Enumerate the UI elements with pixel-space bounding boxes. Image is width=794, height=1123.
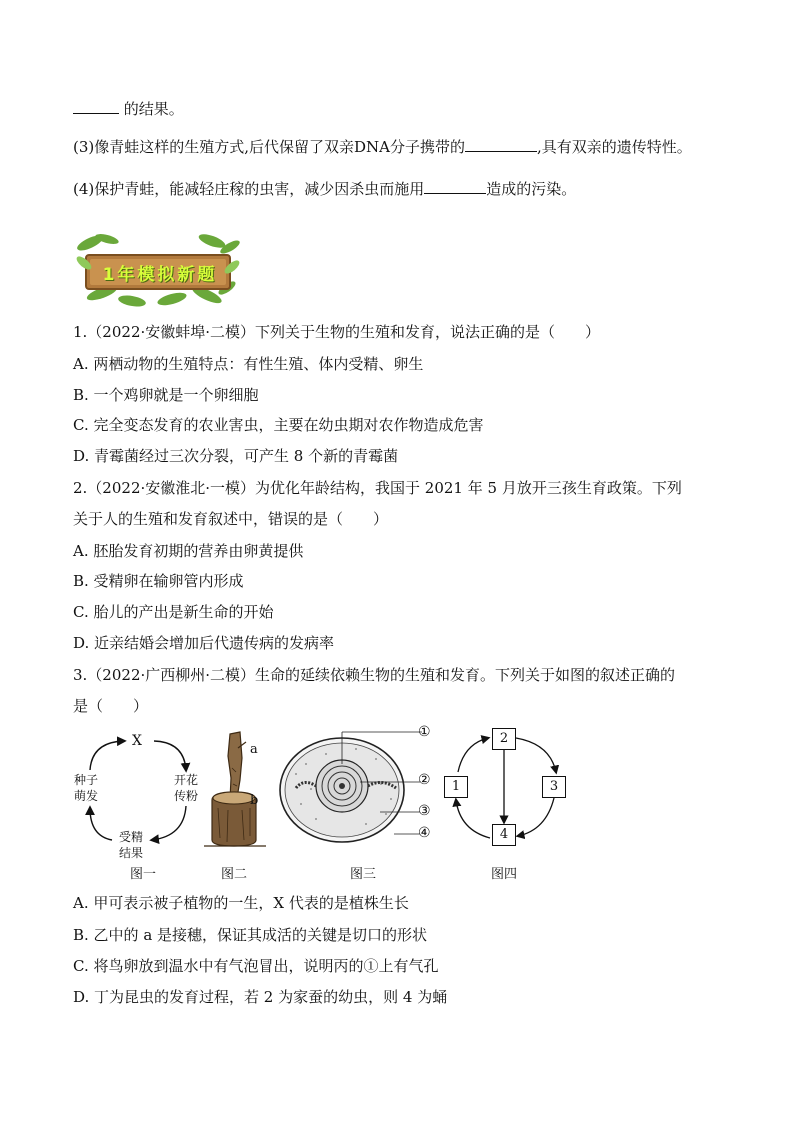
fig3-label-1: ① xyxy=(418,724,431,740)
answer-blank xyxy=(424,178,486,194)
q1-option-b[interactable]: B. 一个鸡卵就是一个卵细胞 xyxy=(73,386,259,404)
q3-option-a[interactable]: A. 甲可表示被子植物的一生，X 代表的是植株生长 xyxy=(73,894,409,912)
figure-4 xyxy=(438,726,578,856)
q-prev-part4 xyxy=(73,178,576,199)
q3-option-c[interactable]: C. 将鸟卵放到温水中有气泡冒出，说明丙的①上有气孔 xyxy=(73,957,439,975)
section-banner xyxy=(72,233,242,311)
figure-3 xyxy=(276,724,436,854)
line-text: 的结果。 xyxy=(123,100,184,118)
q2-option-a[interactable]: A. 胚胎发育初期的营养由卵黄提供 xyxy=(73,542,304,560)
q2-option-b[interactable]: B. 受精卵在输卵管内形成 xyxy=(73,572,244,590)
fig4-node-1: 1 xyxy=(444,776,468,798)
q2-option-d[interactable]: D. 近亲结婚会增加后代遗传病的发病率 xyxy=(73,634,335,652)
figure-2-caption: 图二 xyxy=(220,867,247,882)
grafting-icon xyxy=(200,728,270,853)
q3-stem-line2: 是（ ） xyxy=(73,697,149,715)
q1-option-d[interactable]: D. 青霉菌经过三次分裂，可产生 8 个新的青霉菌 xyxy=(73,447,399,465)
q1-option-c[interactable]: C. 完全变态发育的农业害虫，主要在幼虫期对农作物造成危害 xyxy=(73,416,484,434)
q4-text-after: 造成的污染。 xyxy=(486,180,577,198)
q3-text-before: (3)像青蛙这样的生殖方式,后代保留了双亲DNA分子携带的 xyxy=(73,138,466,156)
fig4-node-4: 4 xyxy=(492,824,516,846)
q2-stem-line2: 关于人的生殖和发育叙述中，错误的是（ ） xyxy=(73,510,389,528)
q4-text-before: (4)保护青蛙，能减轻庄稼的虫害，减少因杀虫而施用 xyxy=(73,180,425,198)
fig1-bottom-label: 受精结果 xyxy=(119,830,144,860)
q1-option-a[interactable]: A. 两栖动物的生殖特点：有性生殖、体内受精、卵生 xyxy=(73,355,424,373)
figure-1 xyxy=(72,728,202,863)
fig3-label-3: ③ xyxy=(418,803,431,819)
fig4-node-3: 3 xyxy=(542,776,566,798)
figure-4-caption: 图四 xyxy=(490,867,517,882)
fig1-right-label: 开花传粉 xyxy=(174,773,199,803)
bird-egg-icon xyxy=(276,724,436,854)
q2-stem-line1: 2.（2022·安徽淮北·一模）为优化年龄结构，我国于 2021 年 5 月放开三孩生育政策。下列 xyxy=(73,479,682,497)
q2-option-c[interactable]: C. 胎儿的产出是新生命的开始 xyxy=(73,603,274,621)
q3-option-d[interactable]: D. 丁为昆虫的发育过程，若 2 为家蚕的幼虫，则 4 为蛹 xyxy=(73,988,448,1006)
figure-3-caption: 图三 xyxy=(349,867,376,882)
figure-2 xyxy=(200,728,270,853)
fig2-label-a: a xyxy=(250,742,258,757)
q3-option-b[interactable]: B. 乙中的 a 是接穗，保证其成活的关键是切口的形状 xyxy=(73,926,428,944)
fig1-x-label: X xyxy=(132,733,142,749)
fig3-label-4: ④ xyxy=(418,825,431,841)
q3-stem-line1: 3.（2022·广西柳州·二模）生命的延续依赖生物的生殖和发育。下列关于如图的叙述正确的 xyxy=(73,666,676,684)
fig1-left-label: 种子萌发 xyxy=(74,773,99,803)
answer-blank xyxy=(73,98,119,114)
fig3-label-2: ② xyxy=(418,772,431,788)
fig4-node-2: 2 xyxy=(492,728,516,750)
answer-blank xyxy=(465,136,537,152)
banner-title: 1年模拟新题 xyxy=(102,265,218,285)
figure-1-caption: 图一 xyxy=(129,867,156,882)
q3-text-after: ,具有双亲的遗传特性。 xyxy=(537,138,692,156)
fig2-label-b: b xyxy=(250,793,259,808)
q1-stem: 1.（2022·安徽蚌埠·二模）下列关于生物的生殖和发育，说法正确的是（ ） xyxy=(73,323,601,341)
q-prev-part3 xyxy=(73,136,692,157)
q-prev-line1 xyxy=(73,98,184,119)
